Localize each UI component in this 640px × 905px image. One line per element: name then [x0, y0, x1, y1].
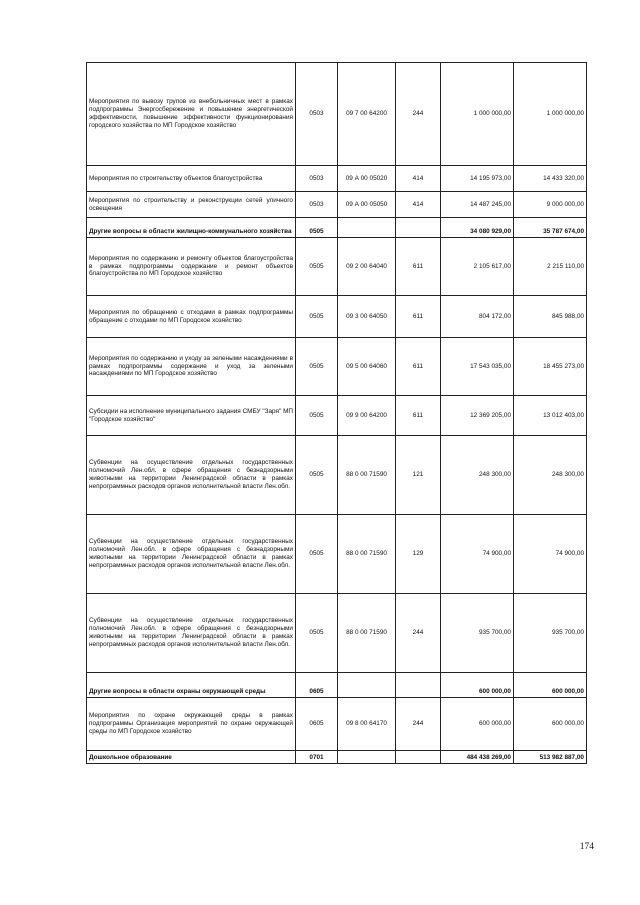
- row-amount2-cell: 600 000,00: [514, 673, 587, 698]
- row-section-cell: 0505: [296, 296, 338, 338]
- row-amount1-cell: 248 300,00: [441, 436, 514, 515]
- row-section-cell: 0505: [296, 338, 338, 396]
- row-amount2-cell: 13 012 403,00: [514, 396, 587, 436]
- row-type-cell: 611: [396, 238, 441, 296]
- row-type-cell: [396, 673, 441, 698]
- row-amount2-cell: 248 300,00: [514, 436, 587, 515]
- table-row: [87, 192, 587, 218]
- row-section-cell: 0605: [296, 698, 338, 751]
- table-row: [87, 238, 587, 296]
- row-target-cell: 88 0 00 71590: [338, 515, 396, 594]
- table-row: [87, 218, 587, 238]
- row-section-cell: 0505: [296, 436, 338, 515]
- table-row: [87, 296, 587, 338]
- row-name-cell: Субсидии на исполнение муниципального задания СМБУ "Заря" МП "Городское хозяйство": [87, 396, 296, 436]
- row-type-cell: [396, 218, 441, 238]
- table-row: [87, 594, 587, 673]
- row-type-cell: 121: [396, 436, 441, 515]
- table-row: [87, 396, 587, 436]
- row-amount1-cell: 17 543 035,00: [441, 338, 514, 396]
- row-name-cell: Мероприятия по содержанию и ремонту объектов благоустройства в рамках подпрограммы содержание и ремонт объектов благоустройства по МП Городское хозяйство: [87, 238, 296, 296]
- row-type-cell: 129: [396, 515, 441, 594]
- row-name-cell: Другие вопросы в области охраны окружающей среды: [87, 673, 296, 698]
- row-section-cell: 0505: [296, 238, 338, 296]
- table-row: [87, 698, 587, 751]
- row-target-cell: 88 0 00 71590: [338, 594, 396, 673]
- row-target-cell: 88 0 00 71590: [338, 436, 396, 515]
- row-name-cell: Субвенции на осуществление отдельных государственных полномочий Лен.обл. в сфере обращения с безнадзорными животными на территории Ленинградской области в рамках непрограммных расходов органов исполнительной власти Лен.обл.: [87, 436, 296, 515]
- row-amount1-cell: 600 000,00: [441, 673, 514, 698]
- row-amount1-cell: 804 172,00: [441, 296, 514, 338]
- row-amount2-cell: 35 787 674,00: [514, 218, 587, 238]
- row-amount1-cell: 935 700,00: [441, 594, 514, 673]
- row-amount2-cell: 845 988,00: [514, 296, 587, 338]
- row-section-cell: 0505: [296, 218, 338, 238]
- row-target-cell: 09 9 00 64200: [338, 396, 396, 436]
- row-type-cell: [396, 751, 441, 764]
- row-target-cell: [338, 673, 396, 698]
- table-row: [87, 436, 587, 515]
- row-target-cell: 09 2 00 64040: [338, 238, 396, 296]
- table-row: [87, 166, 587, 192]
- row-type-cell: 244: [396, 698, 441, 751]
- row-section-cell: 0503: [296, 166, 338, 192]
- row-name-cell: Мероприятия по вывозу трупов из внебольничных мест в рамках подпрограммы Энергосбережение и повышение энергетической эффективности, повышение эффективности функционирования городского хозяйства по МП Городское хозяйство: [87, 63, 296, 166]
- row-name-cell: Мероприятия по строительству объектов благоустройства: [87, 166, 296, 192]
- row-type-cell: 611: [396, 396, 441, 436]
- table-row: [87, 63, 587, 166]
- row-amount1-cell: 74 900,00: [441, 515, 514, 594]
- row-target-cell: [338, 751, 396, 764]
- row-name-cell: Дошкольное образование: [87, 751, 296, 764]
- row-section-cell: 0503: [296, 63, 338, 166]
- row-type-cell: 414: [396, 166, 441, 192]
- row-target-cell: 09 8 00 64170: [338, 698, 396, 751]
- row-amount1-cell: 600 000,00: [441, 698, 514, 751]
- row-section-cell: 0505: [296, 396, 338, 436]
- table-row: [87, 338, 587, 396]
- table-row: [87, 751, 587, 764]
- row-target-cell: [338, 218, 396, 238]
- row-type-cell: 414: [396, 192, 441, 218]
- row-section-cell: 0505: [296, 594, 338, 673]
- row-amount2-cell: 935 700,00: [514, 594, 587, 673]
- page-number: 174: [579, 842, 594, 852]
- row-name-cell: Мероприятия по обращению с отходами в рамках подпрограммы обращение с отходами по МП Городское хозяйство: [87, 296, 296, 338]
- row-amount2-cell: 14 433 320,00: [514, 166, 587, 192]
- row-target-cell: 09 А 00 05020: [338, 166, 396, 192]
- row-amount1-cell: 2 105 617,00: [441, 238, 514, 296]
- row-amount2-cell: 9 000 000,00: [514, 192, 587, 218]
- row-amount1-cell: 1 000 000,00: [441, 63, 514, 166]
- row-amount1-cell: 14 487 245,00: [441, 192, 514, 218]
- row-amount2-cell: 600 000,00: [514, 698, 587, 751]
- row-name-cell: Мероприятия по содержанию и уходу за зелеными насаждениями в рамках подпрограммы содержание и уход за зелеными насаждениями по МП Городское хозяйство: [87, 338, 296, 396]
- table-row: [87, 515, 587, 594]
- row-type-cell: 244: [396, 594, 441, 673]
- row-name-cell: Мероприятия по охране окружающей среды в рамках подпрограммы Организация мероприятий по охране окружающей среды по МП Городское хозяйство: [87, 698, 296, 751]
- row-type-cell: 611: [396, 338, 441, 396]
- row-amount2-cell: 1 000 000,00: [514, 63, 587, 166]
- row-amount1-cell: 34 080 929,00: [441, 218, 514, 238]
- row-type-cell: 244: [396, 63, 441, 166]
- row-target-cell: 09 5 00 64060: [338, 338, 396, 396]
- row-target-cell: 09 7 00 64200: [338, 63, 396, 166]
- budget-table-body: [87, 63, 587, 764]
- table-row: [87, 673, 587, 698]
- row-amount1-cell: 14 195 973,00: [441, 166, 514, 192]
- row-section-cell: 0505: [296, 515, 338, 594]
- row-name-cell: Субвенции на осуществление отдельных государственных полномочий Лен.обл. в сфере обращения с безнадзорными животными на территории Ленинградской области в рамках непрограммных расходов органов исполнительной власти Лен.обл.: [87, 594, 296, 673]
- row-amount2-cell: 18 455 273,00: [514, 338, 587, 396]
- row-name-cell: Другие вопросы в области жилищно-коммунального хозяйства: [87, 218, 296, 238]
- row-section-cell: 0503: [296, 192, 338, 218]
- row-amount2-cell: 2 215 110,00: [514, 238, 587, 296]
- row-amount1-cell: 484 438 269,00: [441, 751, 514, 764]
- row-amount2-cell: 513 982 887,00: [514, 751, 587, 764]
- budget-table: [86, 62, 587, 764]
- row-type-cell: 611: [396, 296, 441, 338]
- row-name-cell: Мероприятия по строительству и реконструкции сетей уличного освещения: [87, 192, 296, 218]
- row-target-cell: 09 3 00 64050: [338, 296, 396, 338]
- row-section-cell: 0701: [296, 751, 338, 764]
- row-section-cell: 0605: [296, 673, 338, 698]
- row-amount1-cell: 12 369 205,00: [441, 396, 514, 436]
- row-amount2-cell: 74 900,00: [514, 515, 587, 594]
- row-name-cell: Субвенции на осуществление отдельных государственных полномочий Лен.обл. в сфере обращения с безнадзорными животными на территории Ленинградской области в рамках непрограммных расходов органов исполнительной власти Лен.обл.: [87, 515, 296, 594]
- row-target-cell: 09 А 00 05050: [338, 192, 396, 218]
